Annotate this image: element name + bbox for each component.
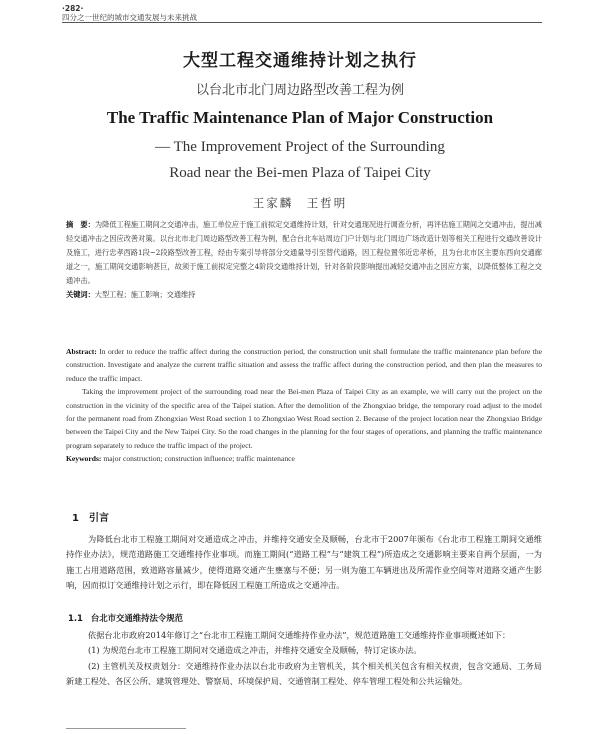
subsection-title: 台北市交通维持法令规范 (90, 613, 183, 623)
abstract-english-p1: In order to reduce the traffic affect during the construction period, the construction unit shall formulate the traffic maintenance plan before the construction. Investigate and analyze the current traffic situation and assess the traffic affect during the construction period, and then plan the measures to reduce the traffic impact. (66, 347, 542, 383)
keywords-english-label: Keywords: (66, 454, 102, 464)
subtitle-english (0, 134, 600, 186)
section-heading-introduction (72, 509, 109, 524)
paragraph-2: 依据台北市政府2014年修订之“台北市工程施工期间交通维持作业办法”，规范道路施工交通维持作业事项概述如下： (88, 630, 511, 640)
regulation-paragraphs (66, 628, 542, 690)
page-number: ·282· (62, 4, 84, 13)
paragraph-1: 为降低台北市工程施工期间对交通造成之冲击，并维持交通安全及顺畅，台北市于2007年颁布《台北市工程施工期间交通维持作业办法》，规范道路施工交通维持作业事项。而施工期间(“道路工程”与“建筑工程”)所造成之交通影响主要来自两个层面，一为施工占用道路范围，致道路容量减少，使得道路交通产生壅塞与不便；另一则为施工车辆进出及所需作业空间等对道路交通产生影响，因而拟订交通维持计划之示行，即在降低因工程施工所造成之交通冲击。 (66, 534, 542, 591)
intro-paragraph (66, 532, 542, 594)
keywords-english: major construction; construction influence; traffic maintenance (103, 454, 295, 464)
journal-title: 四分之一世纪的城市交通发展与未来挑战 (62, 13, 197, 22)
keywords-chinese-label: 关键词： (66, 290, 95, 299)
running-head (62, 4, 542, 22)
abstract-english-label: Abstract: (66, 347, 97, 356)
footnote-divider (66, 728, 186, 729)
title-english: The Traffic Maintenance Plan of Major Construction (106, 108, 494, 127)
abstract-english (66, 345, 542, 466)
list-item-1: (1) 为规范台北市工程施工期间对交通造成之冲击，并维持交通安全及顺畅，特订定该办法。 (88, 645, 422, 656)
abstract-english-p2: Taking the improvement project of the surrounding road near the Bei-men Plaza of Taipei City as an example, we will carry out the project on the construction in the vicinity of the specific area of the Taipei station. After the demolition of the Zhongxiao bridge, the temporary road adjust to the model for the permanent road from Zhongxiao West Road section 1 to Zhongxiao West Road section 2. Because of the project location near the Zhongxiao Bridge between the Taipei City and the New Taipei City. So the road changes in the planning for the four stages of operations, and planning the traffic maintenance program separately to reduce the traffic impact of the project. (66, 387, 542, 450)
authors: 王家麟 王哲明 (252, 196, 348, 210)
subsection-heading (68, 612, 183, 624)
header-divider (62, 22, 542, 23)
list-item-2: (2) 主管机关及权责划分：交通维持作业办法以台北市政府为主管机关，其个相关机关包含有相关权责，包含交通局、工务局新建工程处、各区公所、建筑管理处、警察局、环境保护局、交通管制工程处、停车管理工程处和公共运输处。 (66, 660, 542, 687)
section-number: 1 (72, 513, 79, 524)
keywords-chinese: 大型工程；施工影响；交通维持 (94, 290, 196, 299)
abstract-chinese-label: 摘 要： (66, 220, 95, 229)
subsection-number: 1.1 (68, 613, 83, 623)
subtitle-english-line1: — The Improvement Project of the Surrounding (155, 139, 445, 155)
abstract-chinese-text: 为降低工程施工期间之交通冲击，施工单位应于施工前拟定交通维持计划，针对交通现况进行调查分析，再评估施工期间之交通冲击，提出减轻交通冲击之因应改善对策。以台北市北门周边路型改善工程为例，配合台北车站周边门户计划与北门周边广场改造计划等相关工程进行交通改善设计及施工，进行忠孝西路1段~2段路型改善工程，经由专案引导将部分交通量导引至替代道路，因工程位置邻近忠孝桥，且为台北市区主要东西向交通廊道之一，施工期间交通影响甚巨，故须于施工前拟定完整之4阶段交通维持计划，针对各阶段影响提出减轻交通冲击之因应方案，以降低整体工程之交通冲击。 (66, 220, 542, 285)
title-chinese: 大型工程交通维持计划之执行 (183, 51, 417, 71)
section-title: 引言 (88, 513, 109, 524)
subtitle-english-line2: Road near the Bei-men Plaza of Taipei City (169, 165, 431, 181)
abstract-chinese (66, 218, 542, 302)
subtitle-chinese: 以台北市北门周边路型改善工程为例 (195, 83, 404, 98)
